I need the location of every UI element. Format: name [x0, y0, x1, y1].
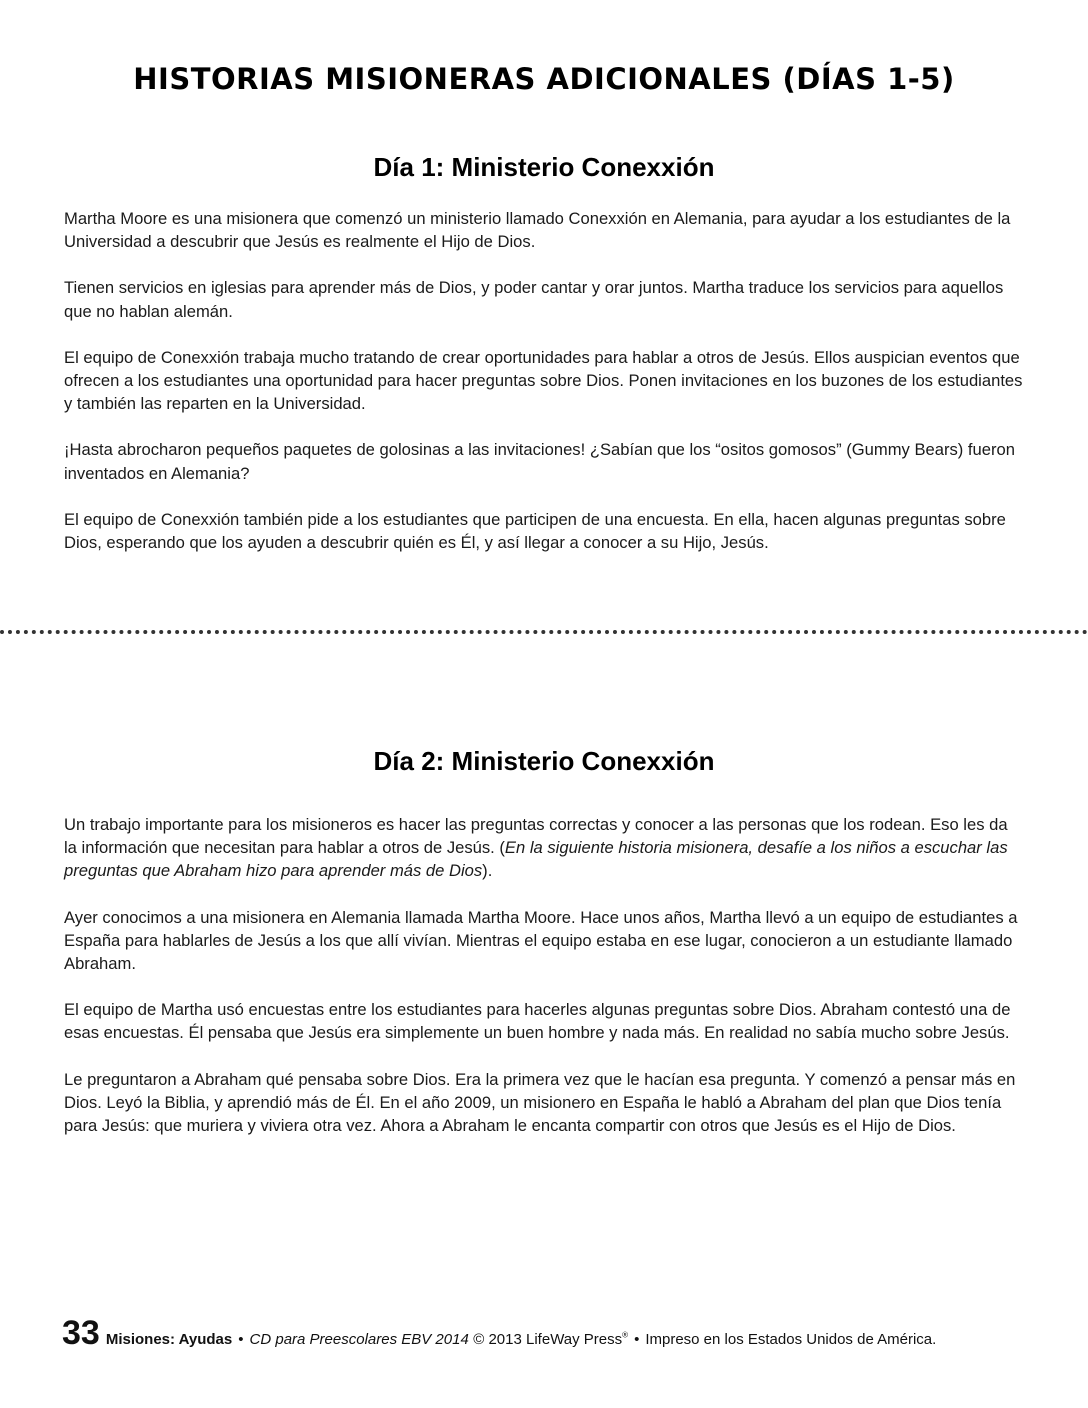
dotted-divider	[0, 630, 1088, 634]
page-footer	[62, 1314, 1042, 1353]
day2-intro-end: ).	[482, 861, 493, 881]
day1-section	[64, 152, 1024, 554]
day1-paragraph: El equipo de Conexxión también pide a los estudiantes que participen de una encuesta. En ella, hacen algunas preguntas sobre Dios, esperando que los ayuden a descubrir quién es Él, y así llegar a conocer a su Hijo, Jesús.	[64, 509, 1006, 553]
page-number: 33	[62, 1314, 100, 1352]
day2-paragraph: El equipo de Martha usó encuestas entre los estudiantes para hacerles algunas preguntas sobre Dios. Abraham contestó una de esas encuestas. Él pensaba que Jesús era simplemente un buen hombre y nada más. En realidad no sabía mucho sobre Jesús.	[64, 1000, 1011, 1043]
day1-paragraph: ¡Hasta abrocharon pequeños paquetes de golosinas a las invitaciones! ¿Sabían que los “ositos gomosos” (Gummy Bears) fueron inventados en Alemania?	[64, 440, 1015, 483]
footer-separator: •	[634, 1331, 640, 1348]
footer-printed: Impreso en los Estados Unidos de América.	[645, 1331, 937, 1348]
day1-paragraph: Tienen servicios en iglesias para aprender más de Dios, y poder cantar y orar juntos. Martha traduce los servicios para aquellos que no hablan alemán.	[64, 278, 1004, 321]
footer-copyright: © 2013 LifeWay Press	[473, 1331, 623, 1348]
footer-label: Misiones: Ayudas	[105, 1331, 233, 1348]
day2-paragraph	[64, 813, 1024, 883]
footer-product: CD para Preescolares EBV 2014	[249, 1331, 469, 1348]
day2-paragraph: Le preguntaron a Abraham qué pensaba sobre Dios. Era la primera vez que le hacían esa pregunta. Y comenzó a pensar más en Dios. Leyó la Biblia, y aprendió más de Él. En el año 2009, un misionero en España le habló a Abraham del plan que Dios tenía para Jesús: que muriera y viviera otra vez. Ahora a Abraham le encanta compartir con otros que Jesús es el Hijo de Dios.	[64, 1069, 1016, 1136]
day2-intro-text: Un trabajo importante para los misioneros es hacer las preguntas correctas y conocer a las personas que los rodean. Eso les da la información que necesitan para hablar a otros de Jesús. (	[64, 815, 1008, 858]
page-title: HISTORIAS MISIONERAS ADICIONALES (DÍAS 1-5)	[133, 62, 955, 96]
day2-intro-italic: En la siguiente historia misionera, desafíe a los niños a escuchar las preguntas que Abraham hizo para aprender más de Dios	[64, 838, 1008, 881]
registered-mark: ®	[622, 1330, 629, 1340]
day1-heading: Día 1: Ministerio Conexxión	[373, 152, 715, 182]
day2-paragraph: Ayer conocimos a una misionera en Alemania llamada Martha Moore. Hace unos años, Martha llevó a un equipo de estudiantes a España para hablarles de Jesús a los que allí vivían. Mientras el equipo estaba en ese lugar, conocieron a un estudiante llamado Abraham.	[64, 907, 1018, 974]
day2-heading: Día 2: Ministerio Conexxión	[373, 746, 715, 776]
day2-section	[64, 746, 1024, 1137]
footer-separator: •	[238, 1331, 244, 1348]
day1-paragraph: Martha Moore es una misionera que comenzó un ministerio llamado Conexxión en Alemania, para ayudar a los estudiantes de la Universidad a descubrir que Jesús es realmente el Hijo de Dios.	[64, 209, 1011, 252]
day1-paragraph: El equipo de Conexxión trabaja mucho tratando de crear oportunidades para hablar a otros de Jesús. Ellos auspician eventos que ofrecen a los estudiantes una oportunidad para hacer preguntas sobre Dios. Ponen invitaciones en los buzones de los estudiantes y también las reparten en la Universidad.	[64, 347, 1023, 414]
